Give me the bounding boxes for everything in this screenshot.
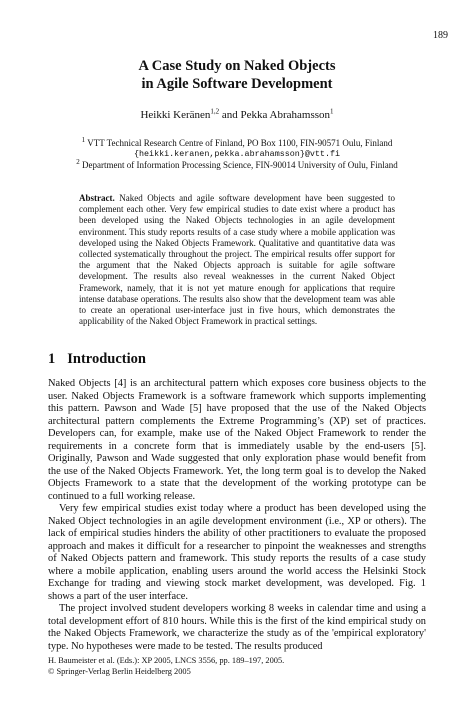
author-joiner: and bbox=[219, 109, 241, 121]
paragraph: Very few empirical studies exist today where a product has been developed using the Naked Object technologies in an agile development environment (i.e., XP or others). The lack of empirical studies hinders the ability of other practitioners to evaluate the proposed approach and makes it difficult for a researcher to pinpoint the weaknesses and strengths of Naked Objects pattern and framework. This study reports the results of a case study where a mobile application, enabling users around the world access the Helsinki Stock Exchange for trading and viewing stock market development, was developed. Fig. 1 shows a part of the user interface. bbox=[48, 503, 426, 602]
citation-line: H. Baumeister et al. (Eds.): XP 2005, LNCS 3556, pp. 189–197, 2005. bbox=[48, 656, 285, 665]
section-number: 1 bbox=[48, 351, 56, 367]
paragraph: Naked Objects [4] is an architectural pattern which exposes core business objects to the user. Naked Objects Framework is a software framework which supports implementing this pattern. Pawson and Wade [5] have proposed that the use of the Naked Objects architectural pattern complements the Extreme Programming’s (XP) set of practices. Developers can, for example, make use of the Naked Object Framework to render the requirements in a concrete form that is immediately usable by the end-users [5]. Originally, Pawson and Wade suggested that only exploration phase would benefit from the use of the Naked Objects Framework. Yet, the long term goal is to develop the Naked Objects Framework to a state that the development of the working prototype can be continued to a full working release. bbox=[48, 378, 426, 502]
affiliation-marker: 2 bbox=[76, 158, 80, 166]
affiliation-2 bbox=[40, 160, 434, 171]
abstract-text: Naked Objects and agile software development have been suggested to complement each other. Very few empirical studies to date exist where a product has been developed using the Naked Objects technologies in an agile development environment. This study reports results of a case study where a mobile application was developed using the Naked Objects Framework. Qualitative and quantitative data was collected systematically throughout the project. The empirical results offer support for the argument that the Naked Objects approach is suitable for agile software development. The results also reveal weaknesses in the current Naked Object Framework, namely, that it is not yet mature enough for applications that require intense database operations. The results also show that the development team was able to create an operational user-interface just in five hours, which demonstrates the applicability of the Naked Object Framework in practical settings. bbox=[79, 193, 395, 327]
abstract bbox=[79, 193, 395, 327]
author-affiliation-marker: 1 bbox=[330, 107, 334, 116]
title-line-2: in Agile Software Development bbox=[141, 76, 333, 92]
author-name: Heikki Keränen bbox=[140, 109, 211, 121]
author-list bbox=[40, 109, 434, 121]
paper-title bbox=[40, 57, 434, 93]
affiliation-1 bbox=[40, 138, 434, 149]
section-heading bbox=[48, 351, 146, 368]
page-footer bbox=[48, 656, 426, 677]
abstract-label: Abstract. bbox=[79, 193, 115, 203]
affiliation-marker: 1 bbox=[81, 136, 86, 144]
affiliation-text: Department of Information Processing Science, FIN-90014 University of Oulu, Finland bbox=[82, 160, 398, 170]
copyright-line: © Springer-Verlag Berlin Heidelberg 2005 bbox=[48, 666, 191, 676]
title-line-1: A Case Study on Naked Objects bbox=[138, 58, 336, 74]
author-emails: {heikki.keranen,pekka.abrahamsson}@vtt.fi bbox=[133, 149, 341, 159]
section-title: Introduction bbox=[67, 351, 146, 367]
paragraph: The project involved student developers working 8 weeks in calendar time and using a total development effort of 810 hours. While this is the first of the kind empirical study on the Naked Objects Framework, we characterize the study as of the 'empirical exploratory' type. No hypotheses were made to be tested. The results produced bbox=[48, 603, 426, 652]
body-text bbox=[48, 378, 426, 653]
affiliation-text: VTT Technical Research Centre of Finland, PO Box 1100, FIN-90571 Oulu, Finland bbox=[87, 138, 393, 148]
author-name: Pekka Abrahamsson bbox=[240, 109, 331, 121]
author-affiliation-marker: 1,2 bbox=[210, 107, 220, 116]
page-number: 189 bbox=[433, 30, 448, 41]
